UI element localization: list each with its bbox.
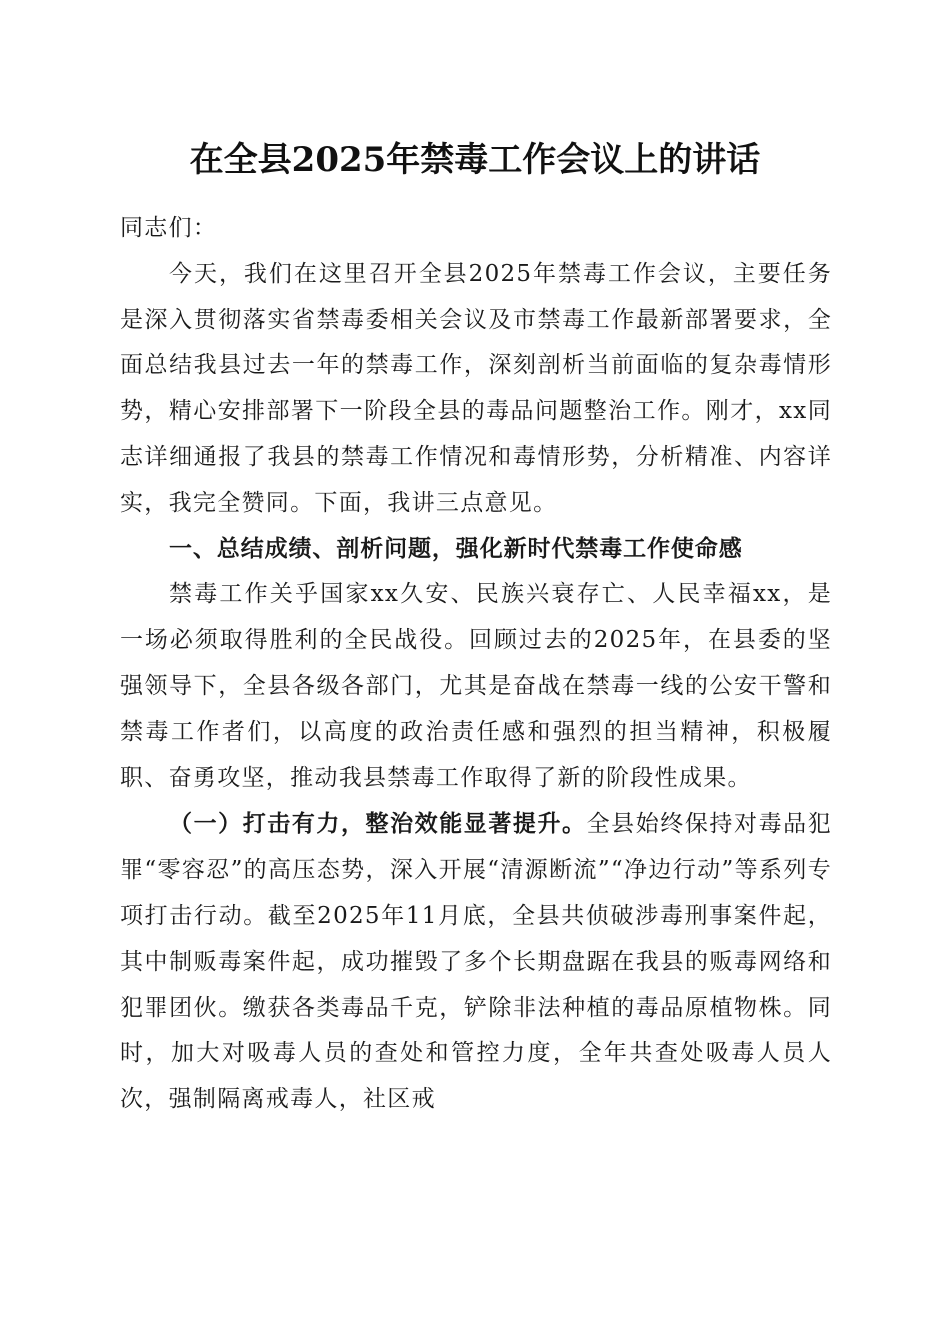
salutation: 同志们： xyxy=(120,215,218,241)
subsection-1-text: 全县始终保持对毒品犯罪“零容忍”的高压态势，深入开展“清源断流”“净边行动”等系列专项打击行动。截至2025年11月底，全县共侦破涉毒刑事案件起，其中制贩毒案件起，成功摧毁了多个长期盘踞在我县的贩毒网络和犯罪团伙。缴获各类毒品千克，铲除非法种植的毒品原植物株。同时，加大对吸毒人员的查处和管控力度，全年共查处吸毒人员人次，强制隔离戒毒人，社区戒 xyxy=(120,811,832,1113)
subsection-1-paragraph xyxy=(120,801,832,1123)
section-1-paragraph: 禁毒工作关乎国家xx久安、民族兴衰存亡、人民幸福xx，是一场必须取得胜利的全民战役。回顾过去的2025年，在县委的坚强领导下，全县各级各部门，尤其是奋战在禁毒一线的公安干警和禁毒工作者们，以高度的政治责任感和强烈的担当精神，积极履职、奋勇攻坚，推动我县禁毒工作取得了新的阶段性成果。 xyxy=(120,581,832,791)
intro-paragraph: 今天，我们在这里召开全县2025年禁毒工作会议，主要任务是深入贯彻落实省禁毒委相关会议及市禁毒工作最新部署要求，全面总结我县过去一年的禁毒工作，深刻剖析当前面临的复杂毒情形势，精心安排部署下一阶段全县的毒品问题整治工作。刚才，xx同志详细通报了我县的禁毒工作情况和毒情形势，分析精准、内容详实，我完全赞同。下面，我讲三点意见。 xyxy=(120,260,832,516)
document-title: 在全县2025年禁毒工作会议上的讲话 xyxy=(189,140,761,180)
document-body xyxy=(120,206,832,1123)
section-heading-1: 一、总结成绩、剖析问题，强化新时代禁毒工作使命感 xyxy=(169,535,743,562)
subsection-1-lead: （一）打击有力，整治效能显著提升。 xyxy=(169,810,587,838)
